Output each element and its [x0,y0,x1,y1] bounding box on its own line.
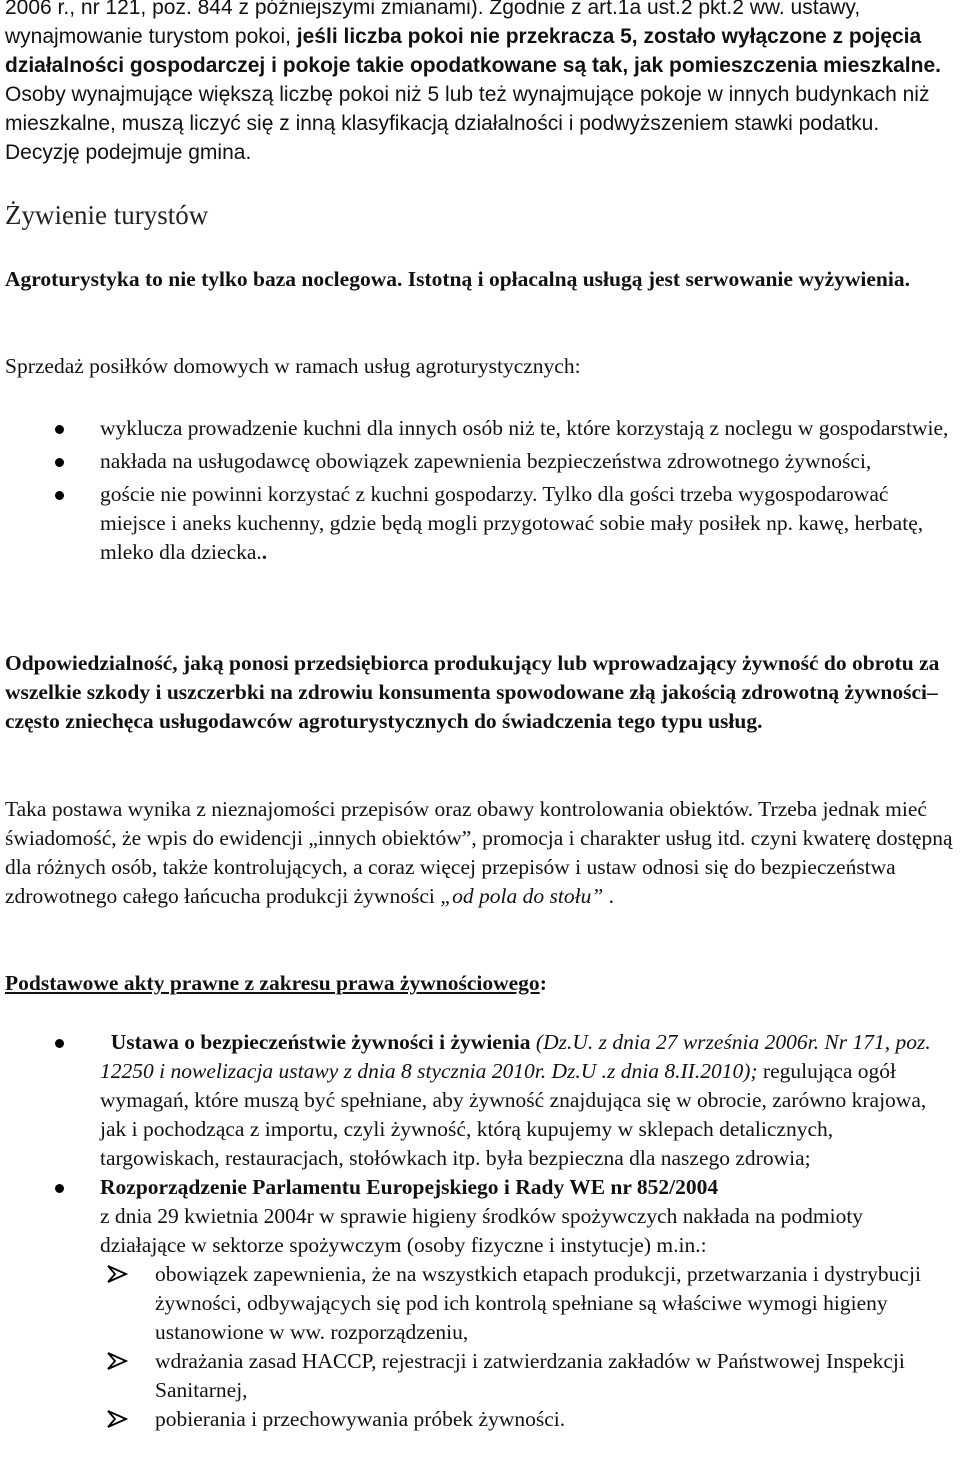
arrowhead-bullet-icon [106,1264,128,1284]
acts-list [5,1028,950,1438]
sub-list-item [100,1260,950,1347]
attitude-italic-quote: „od pola do stołu” [440,884,604,908]
attitude-paragraph [5,795,955,911]
attitude-text: Taka postawa wynika z nieznajomości przepisów oraz obawy kontrolowania obiektów. Trzeba jednak mieć świadomość, że wpis do ewidencji „innych obiektów”, promocja i charakter usług itd. czyni kwaterę dostępną dla różnych osób, także kontrolujących, a coraz więcej przepisów i ustaw odnosi się do bezpieczeństwa zdrowotnego całego łańcucha produkcji żywności [5,797,953,908]
intro-text-plain: 2006 r., nr 121, poz. 844 z późniejszymi zmianami). Zgodnie z art.1a ust.2 pkt.2 ww. ustawy, wynajmowanie turystom pokoi, [5,0,861,48]
list-item [5,1028,950,1173]
act-description: z dnia 29 kwietnia 2004r w sprawie higieny środków spożywczych nakłada na podmioty działające w sektorze spożywczym (osoby fizyczne i instytucje) m.in.: [100,1204,864,1257]
list-item-text: goście nie powinni korzystać z kuchni gospodarzy. Tylko dla gości trzeba wygospodarować miejsce i aneks kuchenny, gdzie będą mogli przygotować sobie mały posiłek np. kawę, herbatę, mleko dla dziecka. [100,482,924,564]
list-item [5,447,950,476]
act-subpoints [100,1260,950,1434]
sub-list-item [100,1405,950,1434]
bullet-icon [55,425,64,434]
act-description: regulująca ogół wymagań, które muszą być spełniane, aby żywność znajdująca się w obrocie, zarówno krajowa, jak i pochodząca z importu, czyli żywność, którą kupujemy w sklepach detalicznych, targowiskach, restauracjach, stołówkach itp. była bezpieczna dla naszego zdrowia; [100,1059,927,1170]
list-item-text: nakłada na usługodawcę obowiązek zapewnienia bezpieczeństwa zdrowotnego żywności, [100,449,872,473]
arrowhead-bullet-icon [106,1409,128,1429]
sales-list [5,414,950,571]
acts-title-text: Podstawowe akty prawne z zakresu prawa żywnościowego [5,971,540,995]
lead-paragraph: Agroturystyka to nie tylko baza noclegowa. Istotną i opłacalną usługą jest serwowanie wyżywienia. [5,267,910,291]
attitude-text-end: . [603,884,615,908]
list-item-text: wyklucza prowadzenie kuchni dla innych osób niż te, które korzystają z noclegu w gospodarstwie, [100,416,949,440]
section-heading: Żywienie turystów [5,200,209,230]
intro-text-plain-2: Osoby wynajmujące większą liczbę pokoi niż 5 lub też wynajmujące pokoje w innych budynkach niż mieszkalne, muszą liczyć się z inną klasyfikacją działalności i podwyższeniem stawki podatku. Decyzję podejmuje gmina. [5,83,930,164]
arrowhead-bullet-icon [106,1351,128,1371]
list-item-final-dot: . [261,540,268,564]
bullet-icon [55,491,64,500]
list-item [5,1173,950,1434]
act-title: Ustawa o bezpieczeństwie żywności i żywienia [110,1030,531,1054]
bullet-icon [55,458,64,467]
sub-list-item-text: wdrażania zasad HACCP, rejestracji i zatwierdzania zakładów w Państwowej Inspekcji Sanitarnej, [155,1349,905,1402]
sub-list-item-text: obowiązek zapewnienia, że na wszystkich etapach produkcji, przetwarzania i dystrybucji żywności, odbywających się pod ich kontrolą spełniane są właściwe wymogi higieny ustanowione w ww. rozporządzeniu, [155,1262,921,1344]
sub-list-item [100,1347,950,1405]
list-item [5,414,950,443]
intro-text-bold: jeśli liczba pokoi nie przekracza 5, zostało wyłączone z pojęcia działalności gospodarczej i pokoje takie opodatkowane są tak, jak pomieszczenia mieszkalne. [5,25,941,77]
intro-paragraph [5,0,955,167]
bullet-icon [55,1184,64,1193]
acts-title [5,969,547,998]
acts-title-colon: : [539,971,547,995]
responsibility-paragraph: Odpowiedzialność, jaką ponosi przedsiębiorca produkujący lub wprowadzający żywność do obrotu za wszelkie szkody i uszczerbki na zdrowiu konsumenta spowodowane złą jakością zdrowotną żywności– często zniechęca usługodawców agroturystycznych do świadczenia tego typu usług. [5,651,940,733]
bullet-icon [55,1039,64,1048]
list-item [5,480,950,567]
act-citation: (Dz.U. z dnia 27 września 2006r. Nr 171, poz. 12250 i nowelizacja ustawy z dnia 8 stycznia 2010r. Dz.U .z dnia 8.II.2010); [100,1030,931,1083]
sales-intro: Sprzedaż posiłków domowych w ramach usług agroturystycznych: [5,354,581,378]
sub-list-item-text: pobierania i przechowywania próbek żywności. [155,1407,566,1431]
act-title: Rozporządzenie Parlamentu Europejskiego i Rady WE nr 852/2004 [100,1175,719,1199]
